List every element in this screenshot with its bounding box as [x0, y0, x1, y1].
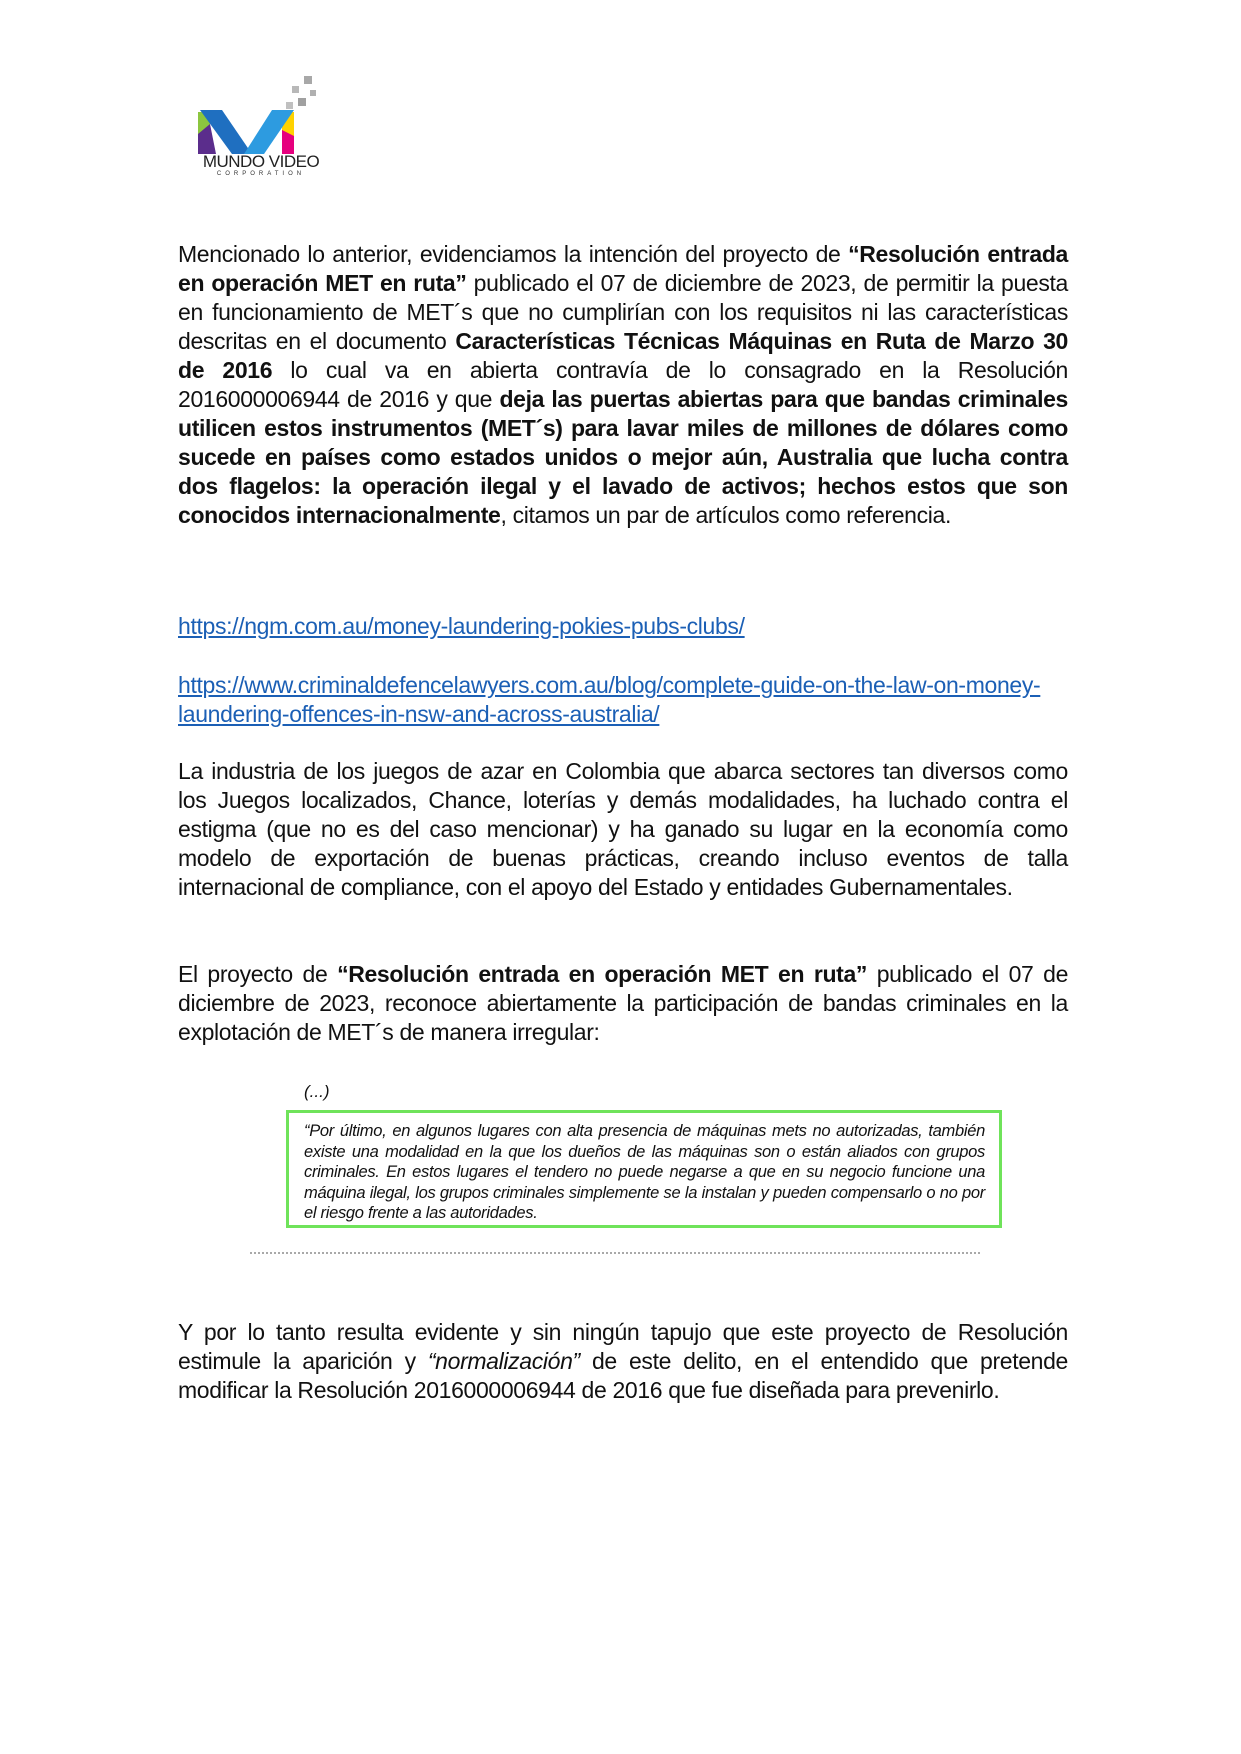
paragraph-conclusion: Y por lo tanto resulta evidente y sin ningún tapujo que este proyecto de Resolución estimule la aparición y “normalización” de este delito, en el entendido que pretende modificar la Resolución 2016000006944 de 2016 que fue diseñada para prevenirlo.	[178, 1319, 1068, 1403]
logo-wordmark: MUNDO VIDEO	[202, 152, 320, 171]
logo-subtitle: CORPORATION	[216, 171, 306, 177]
paragraph-industry: La industria de los juegos de azar en Colombia que abarca sectores tan diversos como los Juegos localizados, Chance, loterías y demás modalidades, ha luchado contra el estigma (que no es del caso mencionar) y ha ganado su lugar en la economía como modelo de exportación de buenas prácticas, creando incluso eventos de talla internacional de compliance, con el apoyo del Estado y entidades Gubernamentales.	[178, 758, 1068, 900]
mundo-video-logo	[186, 72, 336, 182]
logo-m-icon	[186, 72, 336, 154]
paragraph-project: El proyecto de “Resolución entrada en operación MET en ruta” publicado el 07 de diciembre de 2023, reconoce abiertamente la participación de bandas criminales en la explotación de MET´s de manera irregular:	[178, 961, 1069, 1045]
paragraph-intention: Mencionado lo anterior, evidenciamos la intención del proyecto de “Resolución entrada en operación MET en ruta” publicado el 07 de diciembre de 2023, de permitir la puesta en funcionamiento de MET´s que no cumplirían con los requisitos ni las características descritas en el documento Características Técnicas Máquinas en Ruta de Marzo 30 de 2016 lo cual va en abierta contravía de lo consagrado en la Resolución 2016000006944 de 2016 y que deja las puertas abiertas para que bandas criminales utilicen estos instrumentos (MET´s) para lavar miles de millones de dólares como sucede en países como estados unidos o mejor aún, Australia que lucha contra dos flagelos: la operación ilegal y el lavado de activos; hechos estos que son conocidos internacionalmente, citamos un par de artículos como referencia.	[178, 241, 1069, 528]
cropped-text-line	[250, 1252, 980, 1254]
reference-link-2	[178, 671, 1068, 729]
quote-box: “Por último, en algunos lugares con alta presencia de máquinas mets no autorizadas, también existe una modalidad en la que los dueños de las máquinas son o están aliados con grupos criminales. En estos lugares el tendero no puede negarse a que en su negocio funcione una máquina ilegal, los grupos criminales simplemente se la instalan y pueden compensarlo o no por el riesgo frente a las autoridades.	[286, 1110, 1002, 1228]
ngm-link[interactable]: https://ngm.com.au/money-laundering-pokies-pubs-clubs/	[178, 613, 745, 639]
reference-link-1	[178, 612, 745, 641]
criminal-defence-link[interactable]: https://www.criminaldefencelawyers.com.au/blog/complete-guide-on-the-law-on-money-laundering-offences-in-nsw-and-across-australia/	[178, 672, 1041, 727]
quote-ellipsis: (...)	[304, 1082, 330, 1101]
